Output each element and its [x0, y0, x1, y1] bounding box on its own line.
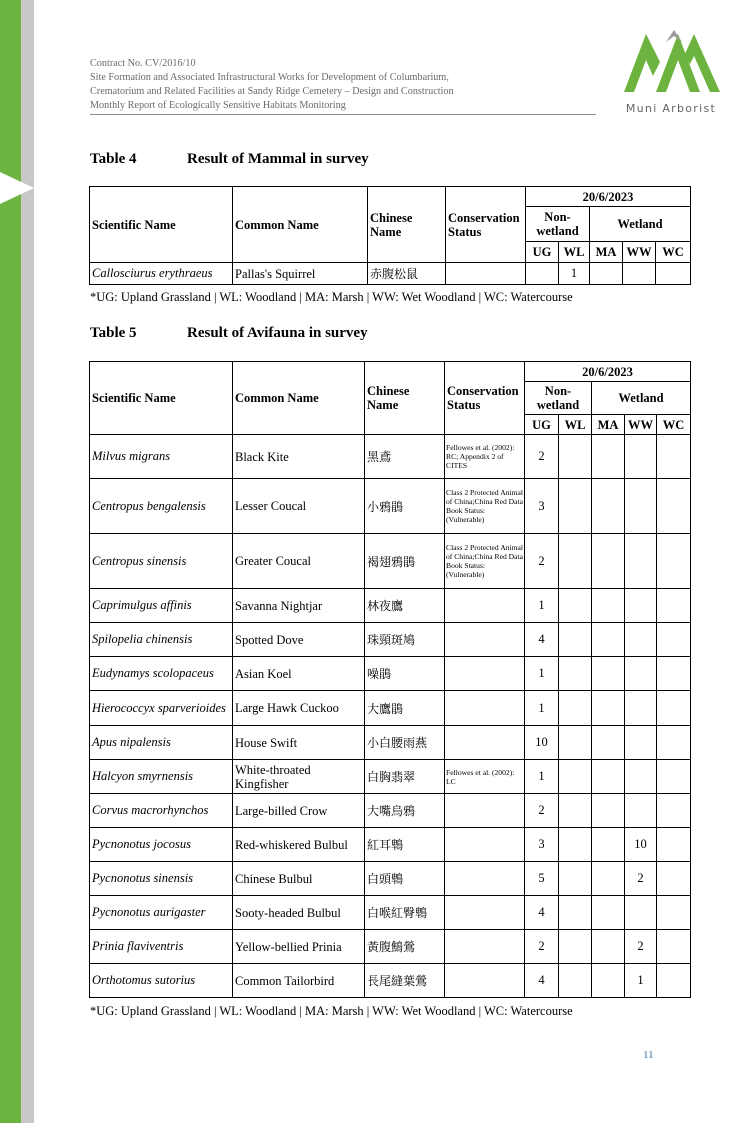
cell-chinese-name: 黃腹鷦鶯	[365, 930, 445, 964]
table-row	[90, 760, 691, 794]
col-wl: WL	[559, 415, 592, 435]
header-line: Monthly Report of Ecologically Sensitive Habitats Monitoring	[90, 100, 346, 111]
col-wl: WL	[559, 242, 590, 263]
col-wetland: Wetland	[592, 382, 691, 415]
cell-chinese-name: 珠頸斑鳩	[365, 623, 445, 657]
cell-wl-count	[559, 930, 592, 964]
header-line: Site Formation and Associated Infrastructural Works for Development of Columbarium,	[90, 72, 449, 83]
col-ma: MA	[590, 242, 623, 263]
table-row	[90, 263, 691, 285]
col-date: 20/6/2023	[526, 187, 691, 207]
cell-wc-count	[657, 589, 691, 623]
table-row	[90, 589, 691, 623]
cell-ww-count	[625, 589, 657, 623]
cell-ug-count: 10	[525, 726, 559, 760]
cell-scientific-name: Caprimulgus affinis	[90, 589, 233, 623]
col-scientific-name: Scientific Name	[90, 362, 233, 435]
table4-footnote: *UG: Upland Grassland | WL: Woodland | MA: Marsh | WW: Wet Woodland | WC: Watercourse	[90, 290, 573, 304]
cell-scientific-name: Pycnonotus aurigaster	[90, 896, 233, 930]
cell-ug-count: 3	[525, 479, 559, 534]
col-wetland: Wetland	[590, 207, 691, 242]
cell-chinese-name: 大嘴烏鴉	[365, 794, 445, 828]
cell-chinese-name: 黑鳶	[365, 435, 445, 479]
col-ww: WW	[623, 242, 656, 263]
mammal-table-body	[90, 263, 691, 285]
cell-ww-count	[625, 479, 657, 534]
cell-scientific-name: Orthotomus sutorius	[90, 964, 233, 998]
cell-ww-count	[625, 691, 657, 726]
cell-ww-count	[625, 896, 657, 930]
col-common-name: Common Name	[233, 362, 365, 435]
table-row	[90, 534, 691, 589]
cell-ma-count	[592, 726, 625, 760]
col-ug: UG	[525, 415, 559, 435]
cell-ma-count	[590, 263, 623, 285]
cell-ww-count	[625, 760, 657, 794]
cell-wl-count	[559, 760, 592, 794]
col-ww: WW	[625, 415, 657, 435]
cell-wc-count	[657, 726, 691, 760]
col-wc: WC	[656, 242, 691, 263]
cell-wl-count	[559, 589, 592, 623]
cell-common-name: Large-billed Crow	[233, 794, 365, 828]
cell-common-name: Large Hawk Cuckoo	[233, 691, 365, 726]
cell-wc-count	[657, 479, 691, 534]
col-scientific-name: Scientific Name	[90, 187, 233, 263]
cell-scientific-name: Centropus sinensis	[90, 534, 233, 589]
col-non-wetland: Non-wetland	[526, 207, 590, 242]
cell-conservation-status	[445, 691, 525, 726]
cell-conservation-status	[445, 828, 525, 862]
cell-ww-count: 1	[625, 964, 657, 998]
cell-chinese-name: 林夜鷹	[365, 589, 445, 623]
cell-chinese-name: 赤腹松鼠	[368, 263, 446, 285]
mammal-table	[89, 186, 691, 285]
cell-ww-count	[625, 794, 657, 828]
table4-title	[90, 151, 369, 168]
cell-ug-count: 2	[525, 930, 559, 964]
cell-ma-count	[592, 760, 625, 794]
cell-ma-count	[592, 589, 625, 623]
cell-ww-count: 10	[625, 828, 657, 862]
cell-ug-count: 1	[525, 589, 559, 623]
cell-wc-count	[657, 760, 691, 794]
cell-common-name: Common Tailorbird	[233, 964, 365, 998]
cell-common-name: House Swift	[233, 726, 365, 760]
table4-number: Table 4	[90, 151, 137, 167]
cell-ww-count: 2	[625, 930, 657, 964]
cell-conservation-status	[445, 726, 525, 760]
col-date: 20/6/2023	[525, 362, 691, 382]
cell-ma-count	[592, 930, 625, 964]
cell-wl-count	[559, 794, 592, 828]
cell-ug-count: 2	[525, 435, 559, 479]
table-row	[90, 964, 691, 998]
left-grey-stripe	[21, 0, 34, 1123]
header-line: Crematorium and Related Facilities at Sandy Ridge Cemetery – Design and Construction	[90, 86, 454, 97]
cell-ma-count	[592, 964, 625, 998]
cell-ug-count: 3	[525, 828, 559, 862]
cell-wc-count	[657, 964, 691, 998]
table-row	[90, 479, 691, 534]
col-ug: UG	[526, 242, 559, 263]
col-conservation-status: Conservation Status	[445, 362, 525, 435]
cell-common-name: Red-whiskered Bulbul	[233, 828, 365, 862]
cell-ww-count	[623, 263, 656, 285]
cell-ug-count: 2	[525, 534, 559, 589]
cell-ww-count	[625, 534, 657, 589]
stripe-notch	[0, 172, 34, 204]
cell-conservation-status	[445, 794, 525, 828]
cell-ug-count: 2	[525, 794, 559, 828]
col-non-wetland: Non-wetland	[525, 382, 592, 415]
cell-common-name: Yellow-bellied Prinia	[233, 930, 365, 964]
cell-conservation-status	[445, 623, 525, 657]
cell-wc-count	[657, 930, 691, 964]
cell-chinese-name: 紅耳鵯	[365, 828, 445, 862]
cell-scientific-name: Spilopelia chinensis	[90, 623, 233, 657]
cell-scientific-name: Pycnonotus sinensis	[90, 862, 233, 896]
col-conservation-status: Conservation Status	[446, 187, 526, 263]
cell-conservation-status	[445, 589, 525, 623]
cell-ug-count: 4	[525, 964, 559, 998]
cell-ma-count	[592, 479, 625, 534]
document-header	[90, 57, 596, 113]
cell-common-name: White-throated Kingfisher	[233, 760, 365, 794]
cell-wl-count	[559, 862, 592, 896]
cell-wc-count	[657, 896, 691, 930]
cell-wc-count	[656, 263, 691, 285]
cell-ma-count	[592, 896, 625, 930]
cell-conservation-status: Fellowes et al. (2002): LC	[445, 760, 525, 794]
cell-ma-count	[592, 534, 625, 589]
table-row	[90, 862, 691, 896]
cell-wl-count	[559, 623, 592, 657]
cell-conservation-status	[445, 964, 525, 998]
cell-ug-count: 1	[525, 691, 559, 726]
cell-conservation-status	[445, 896, 525, 930]
cell-ug-count: 1	[525, 657, 559, 691]
cell-conservation-status	[445, 657, 525, 691]
cell-scientific-name: Hierococcyx sparverioides	[90, 691, 233, 726]
cell-wc-count	[657, 435, 691, 479]
cell-wl-count	[559, 964, 592, 998]
cell-conservation-status	[446, 263, 526, 285]
cell-ug-count: 5	[525, 862, 559, 896]
cell-scientific-name: Centropus bengalensis	[90, 479, 233, 534]
cell-ww-count	[625, 726, 657, 760]
table-row	[90, 623, 691, 657]
col-chinese-name: Chinese Name	[368, 187, 446, 263]
cell-scientific-name: Callosciurus erythraeus	[90, 263, 233, 285]
cell-wl-count	[559, 726, 592, 760]
cell-wl-count	[559, 828, 592, 862]
cell-wc-count	[657, 691, 691, 726]
cell-wl-count	[559, 435, 592, 479]
cell-wl-count	[559, 534, 592, 589]
cell-chinese-name: 褐翅鴉鵑	[365, 534, 445, 589]
cell-ma-count	[592, 691, 625, 726]
col-wc: WC	[657, 415, 691, 435]
cell-common-name: Greater Coucal	[233, 534, 365, 589]
cell-ug-count: 1	[525, 760, 559, 794]
cell-scientific-name: Milvus migrans	[90, 435, 233, 479]
cell-common-name: Asian Koel	[233, 657, 365, 691]
cell-conservation-status: Fellowes et al. (2002): RC; Appendix 2 of CITES	[445, 435, 525, 479]
table-row	[90, 828, 691, 862]
cell-common-name: Spotted Dove	[233, 623, 365, 657]
cell-wl-count	[559, 691, 592, 726]
cell-ug-count: 4	[525, 896, 559, 930]
cell-ma-count	[592, 435, 625, 479]
table5-title	[90, 325, 368, 342]
cell-ma-count	[592, 862, 625, 896]
header-line: Contract No. CV/2016/10	[90, 58, 196, 69]
cell-common-name: Black Kite	[233, 435, 365, 479]
cell-wc-count	[657, 862, 691, 896]
cell-wl-count	[559, 657, 592, 691]
cell-scientific-name: Prinia flaviventris	[90, 930, 233, 964]
table5-footnote: *UG: Upland Grassland | WL: Woodland | MA: Marsh | WW: Wet Woodland | WC: Watercourse	[90, 1004, 573, 1018]
left-green-stripe	[0, 0, 21, 1123]
cell-conservation-status: Class 2 Protected Animal of China;China Red Data Book Status: (Vulnerable)	[445, 479, 525, 534]
cell-ma-count	[592, 828, 625, 862]
cell-wc-count	[657, 794, 691, 828]
table-row	[90, 930, 691, 964]
logo-text: Muni Arborist	[625, 102, 717, 115]
cell-ug-count	[526, 263, 559, 285]
cell-wl-count	[559, 479, 592, 534]
cell-scientific-name: Pycnonotus jocosus	[90, 828, 233, 862]
cell-chinese-name: 長尾縫葉鶯	[365, 964, 445, 998]
avifauna-table-body	[90, 435, 691, 998]
table4-caption: Result of Mammal in survey	[187, 151, 369, 167]
avifauna-table	[89, 361, 691, 998]
cell-chinese-name: 白胸翡翠	[365, 760, 445, 794]
cell-ug-count: 4	[525, 623, 559, 657]
table-row	[90, 896, 691, 930]
cell-ma-count	[592, 794, 625, 828]
cell-common-name: Chinese Bulbul	[233, 862, 365, 896]
cell-conservation-status	[445, 862, 525, 896]
cell-wl-count	[559, 896, 592, 930]
table-row	[90, 657, 691, 691]
col-common-name: Common Name	[233, 187, 368, 263]
cell-scientific-name: Eudynamys scolopaceus	[90, 657, 233, 691]
cell-wc-count	[657, 534, 691, 589]
table5-caption: Result of Avifauna in survey	[187, 325, 368, 341]
cell-chinese-name: 噪鵑	[365, 657, 445, 691]
page-number: 11	[643, 1049, 654, 1061]
col-ma: MA	[592, 415, 625, 435]
cell-wc-count	[657, 657, 691, 691]
cell-ww-count	[625, 623, 657, 657]
cell-conservation-status: Class 2 Protected Animal of China;China Red Data Book Status: (Vulnerable)	[445, 534, 525, 589]
header-rule	[90, 114, 596, 115]
cell-common-name: Savanna Nightjar	[233, 589, 365, 623]
cell-common-name: Lesser Coucal	[233, 479, 365, 534]
cell-chinese-name: 大鷹鵑	[365, 691, 445, 726]
col-chinese-name: Chinese Name	[365, 362, 445, 435]
cell-scientific-name: Corvus macrorhynchos	[90, 794, 233, 828]
cell-ww-count	[625, 657, 657, 691]
cell-ma-count	[592, 623, 625, 657]
cell-wc-count	[657, 828, 691, 862]
cell-conservation-status	[445, 930, 525, 964]
table-row	[90, 794, 691, 828]
cell-ww-count: 2	[625, 862, 657, 896]
table-row	[90, 435, 691, 479]
table5-number: Table 5	[90, 325, 137, 341]
cell-chinese-name: 白頭鵯	[365, 862, 445, 896]
cell-chinese-name: 小白腰雨燕	[365, 726, 445, 760]
cell-common-name: Sooty-headed Bulbul	[233, 896, 365, 930]
cell-wl-count: 1	[559, 263, 590, 285]
table-row	[90, 691, 691, 726]
cell-scientific-name: Apus nipalensis	[90, 726, 233, 760]
cell-ww-count	[625, 435, 657, 479]
cell-chinese-name: 白喉紅臀鵯	[365, 896, 445, 930]
cell-scientific-name: Halcyon smyrnensis	[90, 760, 233, 794]
cell-common-name: Pallas's Squirrel	[233, 263, 368, 285]
table-row	[90, 726, 691, 760]
cell-wc-count	[657, 623, 691, 657]
cell-ma-count	[592, 657, 625, 691]
cell-chinese-name: 小鴉鵑	[365, 479, 445, 534]
